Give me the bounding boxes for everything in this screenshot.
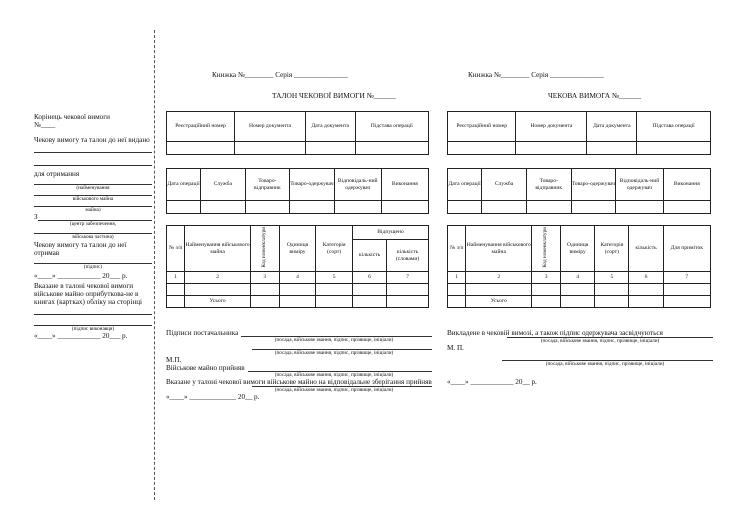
- table-cell: [663, 296, 710, 308]
- table-cell: [595, 296, 629, 308]
- col-unit: Одиниця виміру: [561, 226, 595, 272]
- table-cell: [167, 142, 235, 155]
- col-code-label: Код номенклатури: [542, 226, 549, 268]
- col-name: Найменування військового майна: [185, 226, 251, 272]
- col-code-label: Код номенклатури: [260, 226, 267, 268]
- cut-line: [154, 30, 155, 500]
- stub-line: [34, 315, 152, 326]
- total-label: Усього: [185, 296, 251, 308]
- table-cell: [250, 296, 279, 308]
- table-cell: [316, 284, 353, 296]
- col-num: № з/п: [167, 226, 185, 272]
- stub-number: №____: [34, 121, 56, 129]
- stub-line: [38, 213, 152, 221]
- stub-hint: (центр забезпечення,: [69, 221, 117, 227]
- table-cell: [290, 201, 335, 214]
- stub-from: З: [34, 213, 38, 221]
- col-responsible: Відповідаль-ний одержувач: [334, 169, 381, 201]
- sig-hint: (посада, військове звання, підпис, прізвище, ініціали): [274, 337, 394, 343]
- col-responsible: Відповідаль-ний одержувач: [616, 169, 663, 201]
- index-cell: 3: [532, 272, 561, 284]
- table-cell: [316, 296, 353, 308]
- table-cell: [381, 201, 428, 214]
- table-cell: [448, 142, 516, 155]
- sig-line: [248, 364, 432, 372]
- table-cell: [571, 201, 616, 214]
- col-category: Категорія (сорт): [316, 226, 353, 272]
- col-doc-number: Номер документа: [516, 112, 587, 142]
- col-doc-date: Дата документа: [587, 112, 637, 142]
- table-cell: [353, 284, 387, 296]
- table-cell: [532, 296, 561, 308]
- index-cell: 4: [561, 272, 595, 284]
- sig-hint: (посада, військове звання, підпис, прізвище, ініціали): [540, 338, 660, 344]
- table-cell: [595, 284, 629, 296]
- stub-line: [34, 257, 152, 264]
- stub-line: [34, 153, 152, 166]
- left-title: ТАЛОН ЧЕКОВОЇ ВИМОГИ №______: [272, 91, 396, 100]
- sig-hint: (посада, військове звання, підпис, прізвище, ініціали): [545, 361, 665, 367]
- table-cell: [448, 284, 466, 296]
- sig-line: [502, 352, 713, 361]
- col-sender: Товаро-відправник: [526, 169, 571, 201]
- col-sender: Товаро-відправник: [245, 169, 290, 201]
- table-cell: [482, 201, 527, 214]
- col-execution: Виконання: [381, 169, 428, 201]
- stub-hint: (підпис виконавця): [71, 326, 115, 332]
- index-cell: 7: [387, 272, 429, 284]
- stated-label: Викладене в чековій вимозі, а також підпис одержувача засвідчуються: [447, 329, 663, 337]
- index-cell: 5: [595, 272, 629, 284]
- col-basis: Підстава операції: [355, 112, 428, 142]
- stub-hint: військова частина): [72, 234, 114, 240]
- index-cell: 2: [466, 272, 532, 284]
- col-qty: кількість: [353, 240, 387, 272]
- right-signatures: [447, 329, 713, 386]
- left-reg-table: [166, 111, 429, 155]
- index-cell: 6: [629, 272, 663, 284]
- sig-line: [252, 343, 432, 350]
- table-cell: [387, 296, 429, 308]
- col-notes: Для приміток: [663, 226, 710, 272]
- table-cell: [355, 142, 428, 155]
- stub-from-row: [34, 213, 152, 221]
- left-items-table: [166, 225, 429, 308]
- table-cell: [616, 201, 663, 214]
- right-title: ЧЕКОВА ВИМОГА №______: [548, 91, 642, 100]
- col-num: № з/п: [448, 226, 466, 272]
- stub-hint: військового майна: [72, 196, 114, 202]
- table-cell: [663, 284, 710, 296]
- sig-hint: (посада, військове звання, підпис, прізвище, ініціали): [274, 387, 394, 393]
- table-cell: [387, 284, 429, 296]
- col-qty-words: кількість (словами): [387, 240, 429, 272]
- stub-line: [34, 178, 152, 185]
- left-book: Книжка №________ Серія _______________: [212, 71, 348, 79]
- col-code: [532, 226, 561, 272]
- accepted-row: [166, 364, 432, 372]
- table-cell: [279, 284, 316, 296]
- table-cell: [167, 201, 201, 214]
- index-cell: 1: [448, 272, 466, 284]
- supplier-row: [166, 329, 432, 337]
- stub-hint: (підпис): [83, 264, 103, 270]
- col-code: [250, 226, 279, 272]
- left-signatures: [166, 329, 432, 401]
- col-unit: Одиниця виміру: [279, 226, 316, 272]
- total-label: Усього: [466, 296, 532, 308]
- sig-hint: (посада, військове звання, підпис, прізвище, ініціали): [274, 372, 394, 378]
- col-category: Категорія (сорт): [595, 226, 629, 272]
- table-cell: [235, 142, 306, 155]
- stub-line: [34, 306, 152, 315]
- col-released: Відпущено: [353, 226, 429, 240]
- left-ops-table: [166, 168, 429, 214]
- col-doc-number: Номер документа: [235, 112, 306, 142]
- col-service: Служба: [482, 169, 527, 201]
- stub-issued: Чекову вимогу та талон до неї видано: [34, 136, 150, 144]
- stub-date: «____» ____________ 20___ р.: [34, 272, 128, 280]
- index-cell: 1: [167, 272, 185, 284]
- table-cell: [250, 284, 279, 296]
- accepted-label: Військове майно прийняв: [166, 364, 245, 372]
- table-cell: [448, 296, 466, 308]
- stub-hint: (найменування: [76, 185, 110, 191]
- table-cell: [167, 284, 185, 296]
- stub: [34, 113, 152, 340]
- index-cell: 2: [185, 272, 251, 284]
- table-cell: [516, 142, 587, 155]
- index-cell: 3: [250, 272, 279, 284]
- table-cell: [466, 284, 532, 296]
- col-execution: Виконання: [663, 169, 710, 201]
- stub-line: [34, 227, 152, 234]
- stub-received: Чекову вимогу та талон до неї отримав: [34, 241, 127, 257]
- col-recipient: Товаро-одержувач: [290, 169, 335, 201]
- sig-line: [241, 329, 432, 337]
- table-cell: [353, 296, 387, 308]
- col-name: Найменування військового майна: [466, 226, 532, 272]
- table-cell: [245, 201, 290, 214]
- table-cell: [305, 142, 355, 155]
- supplier-label: Підписи постачальника: [166, 329, 239, 337]
- col-op-date: Дата операції: [448, 169, 482, 201]
- table-cell: [587, 142, 637, 155]
- index-cell: 6: [353, 272, 387, 284]
- right-date: «____» ____________ 20__ р.: [447, 378, 537, 386]
- col-service: Служба: [201, 169, 246, 201]
- right-book: Книжка №________ Серія _______________: [468, 71, 604, 79]
- table-cell: [629, 296, 663, 308]
- table-cell: [526, 201, 571, 214]
- left-date: «____» _____________ 20__ р.: [166, 393, 260, 401]
- table-cell: [532, 284, 561, 296]
- stub-line: [34, 144, 152, 153]
- right-mp: М. П.: [447, 344, 464, 352]
- stub-date2: «____» ____________ 20___ р.: [34, 332, 128, 340]
- table-cell: [279, 296, 316, 308]
- sig-hint: (посада, військове звання, підпис, прізвище, ініціали): [274, 350, 394, 356]
- stub-note: Вказане в талоні чекової вимоги військове майно оприбуткова-не в книгах (картках) обліку на сторінці: [34, 282, 143, 306]
- col-qty: кількість: [629, 226, 663, 272]
- storage-label: Вказане у талоні чекової вимоги військове майно на відповідальне зберігання прийняв: [166, 378, 432, 386]
- col-op-date: Дата операції: [167, 169, 201, 201]
- col-reg-number: Реєстраційний номер: [167, 112, 235, 142]
- table-cell: [334, 201, 381, 214]
- index-cell: 7: [663, 272, 710, 284]
- col-doc-date: Дата документа: [305, 112, 355, 142]
- table-cell: [663, 201, 710, 214]
- index-cell: 5: [316, 272, 353, 284]
- col-recipient: Товаро-одержувач: [571, 169, 616, 201]
- left-mp: М.П.: [166, 356, 182, 364]
- table-cell: [185, 284, 251, 296]
- table-cell: [637, 142, 711, 155]
- col-basis: Підстава операції: [637, 112, 711, 142]
- stub-for-receiving: для отримання: [34, 170, 80, 178]
- right-items-table: [447, 225, 711, 308]
- stub-title: Корінець чекової вимоги: [34, 113, 111, 121]
- table-cell: [561, 296, 595, 308]
- table-cell: [629, 284, 663, 296]
- table-cell: [561, 284, 595, 296]
- table-cell: [448, 201, 482, 214]
- col-reg-number: Реєстраційний номер: [448, 112, 516, 142]
- right-ops-table: [447, 168, 711, 214]
- right-reg-table: [447, 111, 711, 155]
- table-cell: [201, 201, 246, 214]
- table-cell: [167, 296, 185, 308]
- index-cell: 4: [279, 272, 316, 284]
- stub-hint: майна): [85, 207, 101, 213]
